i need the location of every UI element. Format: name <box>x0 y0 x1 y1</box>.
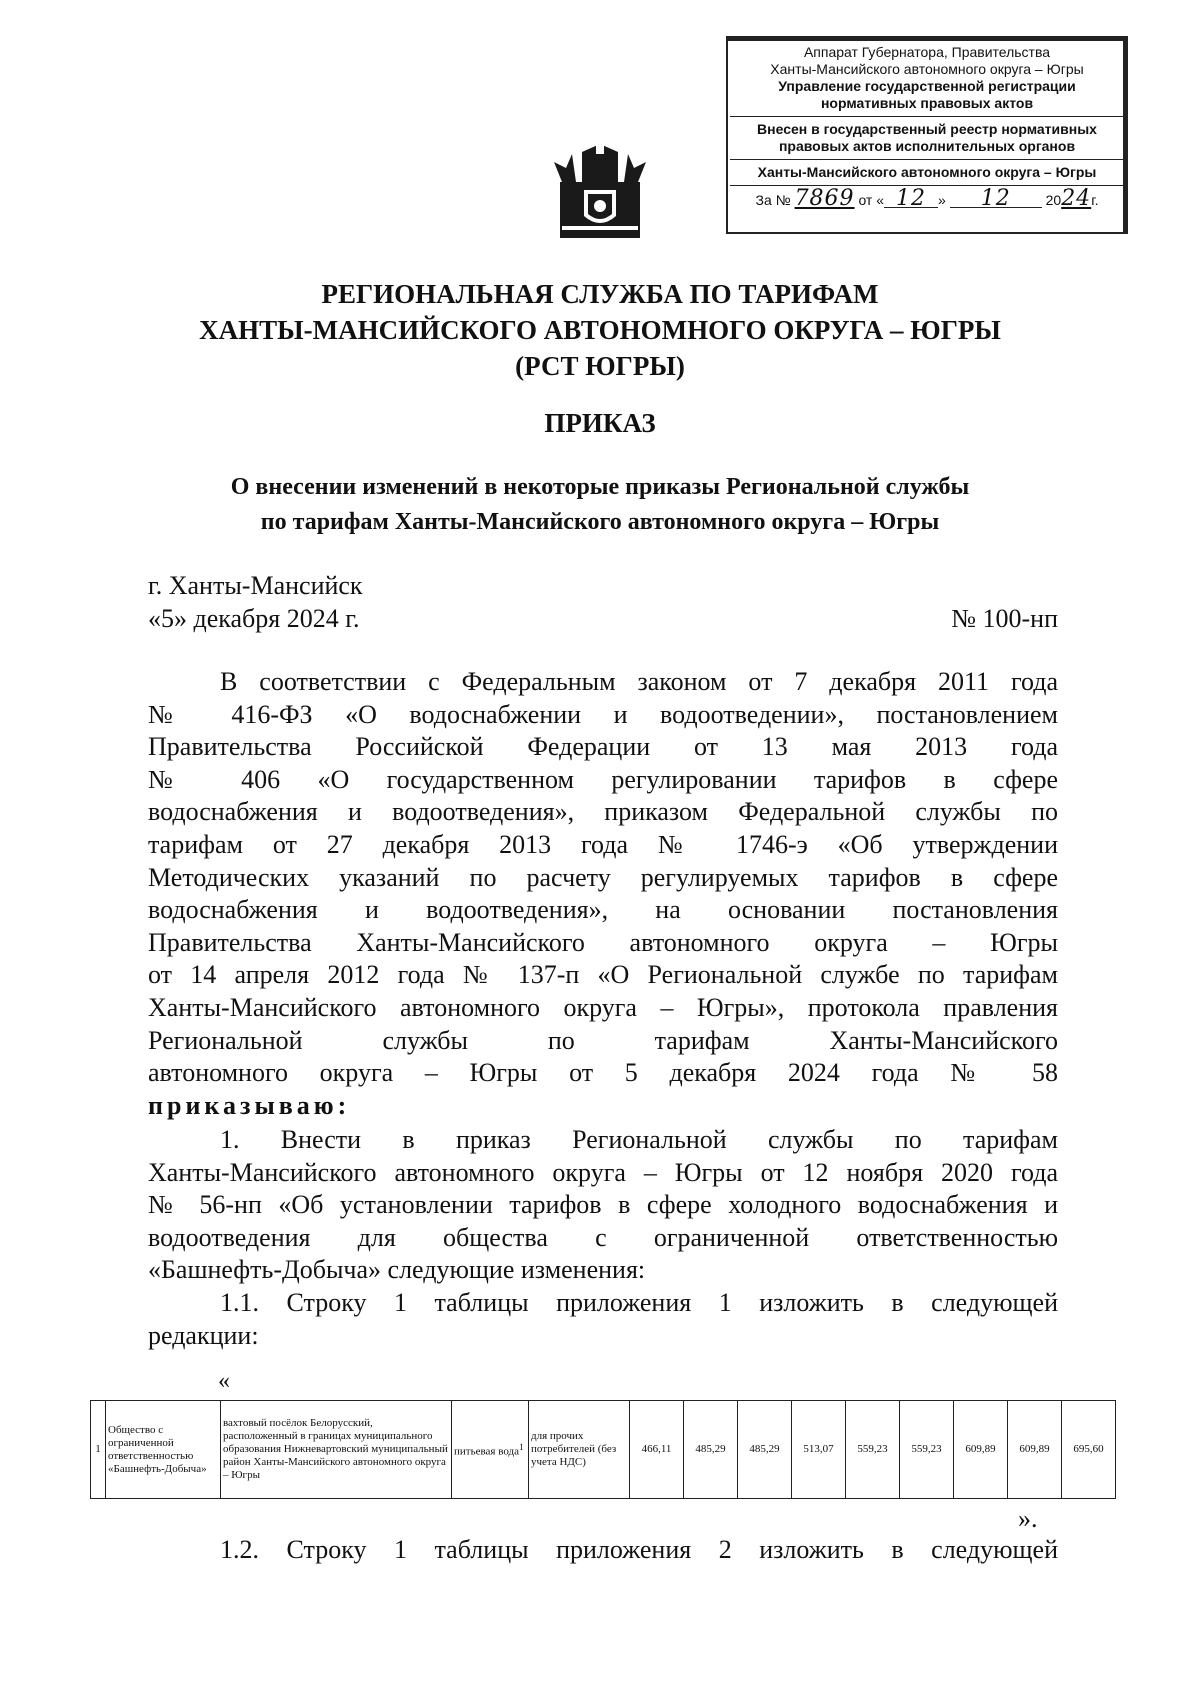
reg-from: от « <box>858 192 885 208</box>
cell-tariff: 559,23 <box>846 1401 900 1499</box>
preamble-line: от 14 апреля 2012 года № 137-п «О Региональной службе по тарифам <box>148 960 1058 990</box>
item-line: 1.1. Строку 1 таблицы приложения 1 изложить в следующей <box>220 1287 1058 1317</box>
item-line: редакции: <box>148 1320 259 1350</box>
city: г. Ханты-Мансийск <box>148 571 363 600</box>
stamp-line: Аппарат Губернатора, Правительства <box>803 44 1051 60</box>
cell-tariff: 609,89 <box>954 1401 1008 1499</box>
item-line: «Башнефть-Добыча» следующие изменения: <box>148 1255 646 1285</box>
preamble-line: Региональной службы по тарифам Ханты-Мансийского <box>148 1025 1058 1055</box>
item-1-2 <box>148 1534 1058 1567</box>
table-row <box>91 1401 1116 1499</box>
org-line: ХАНТЫ-МАНСИЙСКОГО АВТОНОМНОГО ОКРУГА – ЮГРЫ <box>199 315 1001 345</box>
org-line: (РСТ ЮГРЫ) <box>515 351 685 381</box>
order-word: приказываю: <box>148 1090 351 1120</box>
registration-stamp <box>726 36 1128 234</box>
stamp-line: правовых актов исполнительных органов <box>778 138 1076 154</box>
preamble-line: водоснабжения и водоотведения», на основании постановления <box>148 895 1058 925</box>
resource-label: питьевая вода <box>454 1445 520 1458</box>
cell-tariff: 513,07 <box>792 1401 846 1499</box>
item-line: 1. Внести в приказ Региональной службы по тарифам <box>220 1125 1058 1154</box>
stamp-line: нормативных правовых актов <box>820 95 1034 111</box>
subject-line: по тарифам Ханты-Мансийского автономного округа – Югры <box>260 509 940 535</box>
stamp-line: Ханты-Мансийского автономного округа – Югры <box>757 164 1097 180</box>
cell-resource <box>452 1401 529 1499</box>
organization-title <box>0 276 1200 384</box>
reg-year: 24 <box>1061 186 1092 211</box>
reg-suffix: г. <box>1091 192 1099 208</box>
document-subject <box>0 470 1200 540</box>
preamble-line: Правительства Ханты-Мансийского автономного округа – Югры <box>148 927 1058 957</box>
document-type: ПРИКАЗ <box>544 408 656 438</box>
reg-month: 12 <box>950 190 1042 208</box>
preamble-line: Методических указаний по расчету регулируемых тарифов в сфере <box>148 862 1058 892</box>
cell-tariff: 559,23 <box>900 1401 954 1499</box>
document-number: № 100-нп <box>951 604 1058 633</box>
preamble-line: автономного округа – Югры от 5 декабря 2024 года № 58 <box>148 1058 1058 1088</box>
preamble <box>148 666 1058 1122</box>
coat-of-arms-emblem <box>552 142 648 242</box>
stamp-registration: За № 7869 от « 12 » 12 2024г. <box>755 186 1099 211</box>
cell-consumers: для прочих потребителей (без учета НДС) <box>529 1401 630 1499</box>
stamp-line: Внесен в государственный реестр нормативных <box>757 121 1097 137</box>
preamble-line: Ханты-Мансийского автономного округа – Югры», протокола правления <box>148 992 1058 1022</box>
resource-footnote: 1 <box>519 1441 524 1452</box>
cell-tariff: 609,89 <box>1008 1401 1062 1499</box>
org-line: РЕГИОНАЛЬНАЯ СЛУЖБА ПО ТАРИФАМ <box>321 279 879 309</box>
cell-tariff: 466,11 <box>630 1401 684 1499</box>
preamble-line: водоснабжения и водоотведения», приказом Федеральной службы по <box>148 797 1058 827</box>
reg-number: 7869 <box>794 186 855 211</box>
preamble-line: № 406 «О государственном регулировании тарифов в сфере <box>148 764 1058 794</box>
reg-prefix: За № <box>755 192 791 208</box>
stamp-line: Управление государственной регистрации <box>778 78 1076 94</box>
tariff-table <box>90 1400 1116 1499</box>
stamp-line: Ханты-Мансийского автономного округа – Югры <box>770 61 1084 77</box>
cell-territory: вахтовый посёлок Белорусский, расположенный в границах муниципального образования Нижневартовский муниципальный район Ханты-Мансийского автономного округа – Югры <box>221 1401 452 1499</box>
preamble-line: тарифам от 27 декабря 2013 года № 1746-э «Об утверждении <box>148 829 1058 859</box>
cell-tariff: 485,29 <box>684 1401 738 1499</box>
document-date: «5» декабря 2024 г. <box>148 604 360 633</box>
item-line: водоотведения для общества с ограниченной ответственностью <box>148 1222 1058 1252</box>
item-line: 1.2. Строку 1 таблицы приложения 2 изложить в следующей <box>220 1535 1058 1564</box>
reg-year-prefix: 20 <box>1045 192 1062 208</box>
quote-close: ». <box>1018 1504 1038 1533</box>
preamble-line: № 416-ФЗ «О водоснабжении и водоотведении», постановлением <box>148 699 1058 729</box>
item-line: № 56-нп «Об установлении тарифов в сфере холодного водоснабжения и <box>148 1190 1058 1220</box>
item-line: Ханты-Мансийского автономного округа – Югры от 12 ноября 2020 года <box>148 1157 1058 1187</box>
cell-organization: Общество с ограниченной ответственностью «Башнефть-Добыча» <box>106 1401 221 1499</box>
item-1 <box>148 1124 1058 1352</box>
cell-tariff: 485,29 <box>738 1401 792 1499</box>
preamble-line: Правительства Российской Федерации от 13 мая 2013 года <box>148 732 1058 762</box>
row-index: 1 <box>91 1401 106 1499</box>
subject-line: О внесении изменений в некоторые приказы Региональной службы <box>230 474 970 500</box>
quote-open: « <box>218 1368 230 1394</box>
preamble-line: В соответствии с Федеральным законом от 7 декабря 2011 года <box>220 667 1058 696</box>
cell-tariff: 695,60 <box>1062 1401 1116 1499</box>
reg-day: 12 <box>884 190 938 208</box>
